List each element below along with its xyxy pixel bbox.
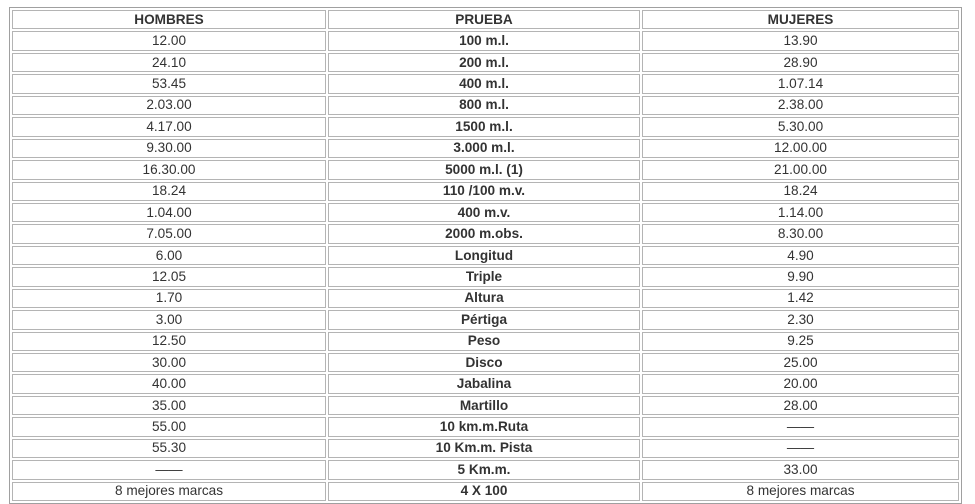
cell-prueba: 10 Km.m. Pista [328,439,640,458]
cell-prueba: Longitud [328,246,640,265]
cell-hombres: 53.45 [12,74,326,93]
cell-hombres: 7.05.00 [12,224,326,243]
cell-prueba: Pértiga [328,310,640,329]
cell-mujeres: 2.38.00 [642,96,959,115]
cell-prueba: Triple [328,267,640,286]
header-row [12,10,959,29]
table-row [12,74,959,93]
table-row [12,353,959,372]
cell-mujeres: 9.90 [642,267,959,286]
cell-prueba: 1500 m.l. [328,117,640,136]
table-row [12,246,959,265]
cell-mujeres: 8 mejores marcas [642,482,959,501]
header-prueba: PRUEBA [328,10,640,29]
cell-prueba: 3.000 m.l. [328,139,640,158]
cell-hombres: 1.04.00 [12,203,326,222]
cell-mujeres: 25.00 [642,353,959,372]
table-row [12,31,959,50]
cell-hombres: 3.00 [12,310,326,329]
marks-table [9,7,962,504]
cell-hombres: 8 mejores marcas [12,482,326,501]
cell-prueba: 400 m.v. [328,203,640,222]
cell-prueba: 110 /100 m.v. [328,182,640,201]
table-row [12,139,959,158]
cell-mujeres: 5.30.00 [642,117,959,136]
cell-prueba: Martillo [328,396,640,415]
cell-hombres: 40.00 [12,374,326,393]
cell-mujeres: 28.00 [642,396,959,415]
cell-prueba: Disco [328,353,640,372]
cell-mujeres: —— [642,439,959,458]
header-hombres: HOMBRES [12,10,326,29]
cell-prueba: 200 m.l. [328,53,640,72]
cell-mujeres: 28.90 [642,53,959,72]
cell-mujeres: 33.00 [642,460,959,479]
cell-mujeres: 4.90 [642,246,959,265]
cell-hombres: 9.30.00 [12,139,326,158]
cell-hombres: 4.17.00 [12,117,326,136]
cell-prueba: 4 X 100 [328,482,640,501]
cell-prueba: Altura [328,289,640,308]
table-body [12,31,959,501]
cell-mujeres: —— [642,417,959,436]
cell-hombres: —— [12,460,326,479]
cell-mujeres: 9.25 [642,332,959,351]
table-row [12,53,959,72]
cell-hombres: 30.00 [12,353,326,372]
cell-hombres: 2.03.00 [12,96,326,115]
cell-prueba: 5000 m.l. (1) [328,160,640,179]
table-row [12,117,959,136]
cell-mujeres: 20.00 [642,374,959,393]
marks-table-wrapper [9,7,962,504]
cell-hombres: 35.00 [12,396,326,415]
table-row [12,482,959,501]
header-mujeres: MUJERES [642,10,959,29]
cell-prueba: 2000 m.obs. [328,224,640,243]
table-row [12,460,959,479]
cell-hombres: 6.00 [12,246,326,265]
cell-mujeres: 2.30 [642,310,959,329]
table-row [12,439,959,458]
cell-prueba: 400 m.l. [328,74,640,93]
cell-hombres: 12.00 [12,31,326,50]
cell-hombres: 18.24 [12,182,326,201]
table-row [12,96,959,115]
cell-hombres: 55.00 [12,417,326,436]
table-row [12,396,959,415]
cell-prueba: 100 m.l. [328,31,640,50]
table-row [12,289,959,308]
cell-hombres: 12.05 [12,267,326,286]
cell-hombres: 55.30 [12,439,326,458]
cell-prueba: 5 Km.m. [328,460,640,479]
table-row [12,224,959,243]
cell-prueba: 10 km.m.Ruta [328,417,640,436]
table-row [12,310,959,329]
cell-mujeres: 1.42 [642,289,959,308]
table-row [12,417,959,436]
table-row [12,182,959,201]
cell-mujeres: 18.24 [642,182,959,201]
cell-mujeres: 12.00.00 [642,139,959,158]
cell-prueba: Peso [328,332,640,351]
cell-mujeres: 13.90 [642,31,959,50]
cell-mujeres: 21.00.00 [642,160,959,179]
cell-mujeres: 1.07.14 [642,74,959,93]
cell-hombres: 24.10 [12,53,326,72]
table-row [12,332,959,351]
cell-prueba: 800 m.l. [328,96,640,115]
table-row [12,203,959,222]
cell-hombres: 16.30.00 [12,160,326,179]
cell-prueba: Jabalina [328,374,640,393]
cell-mujeres: 8.30.00 [642,224,959,243]
table-row [12,374,959,393]
table-row [12,160,959,179]
cell-hombres: 12.50 [12,332,326,351]
cell-hombres: 1.70 [12,289,326,308]
cell-mujeres: 1.14.00 [642,203,959,222]
table-row [12,267,959,286]
